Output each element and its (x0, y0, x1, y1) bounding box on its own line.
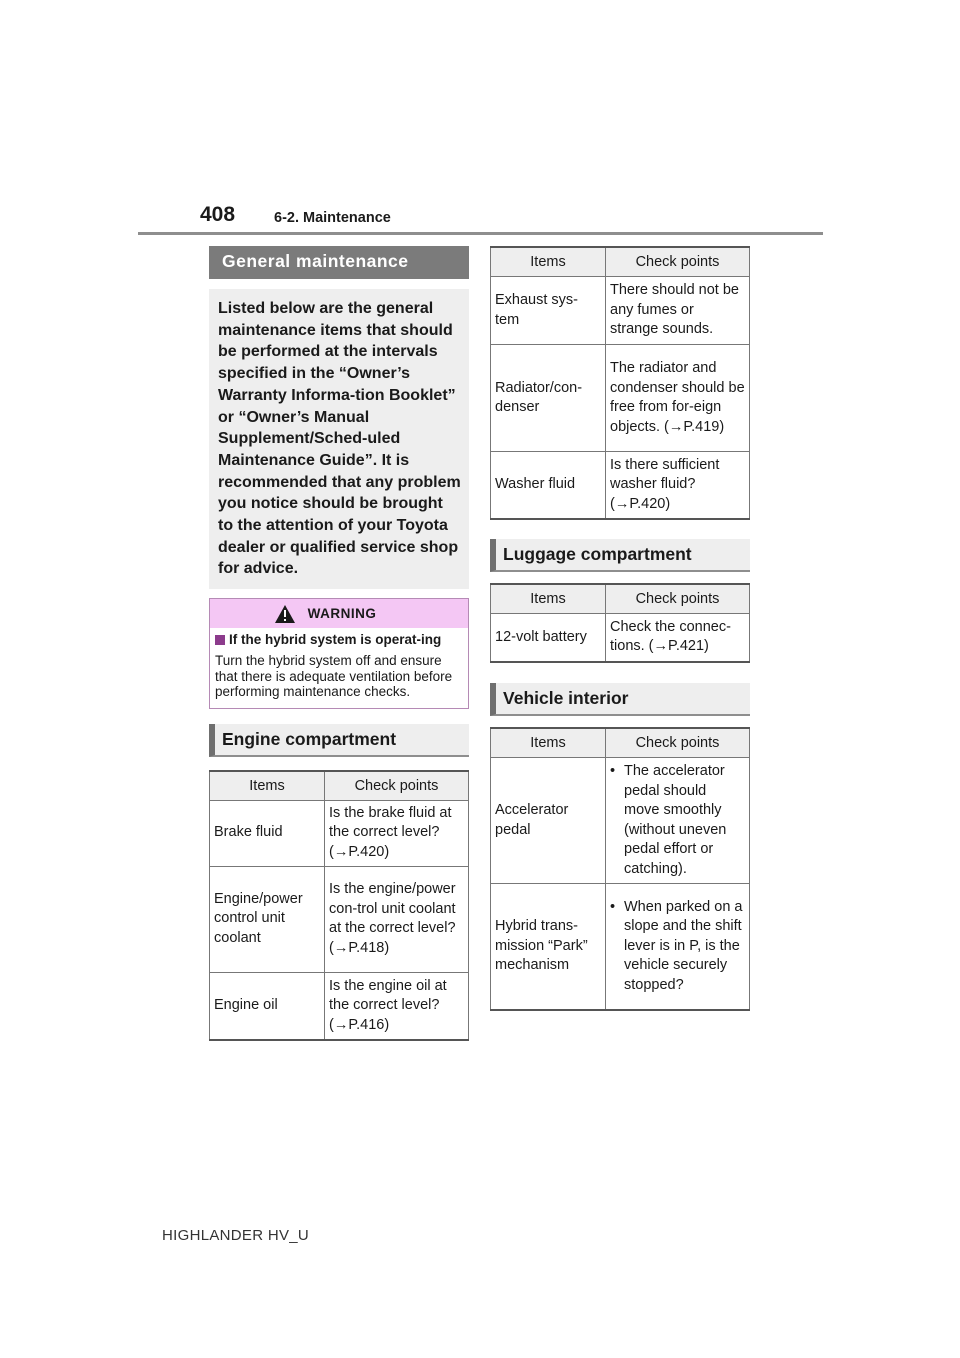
item-cell: Engine oil (210, 972, 325, 1040)
warning-subhead-text: If the hybrid system is operat-ing (229, 632, 442, 648)
warning-subhead (215, 632, 463, 647)
section-title: 6-2. Maintenance (274, 210, 391, 226)
check-cell: Is the engine oil at the correct level? (→P.416) (325, 972, 469, 1040)
check-cell: The radiator and condenser should be free from for-eign objects. (→P.419) (606, 345, 750, 452)
item-cell: Hybrid trans-mission “Park” mechanism (491, 884, 606, 1010)
square-bullet-icon (215, 635, 225, 645)
table-row (210, 866, 469, 972)
check-cell: Is there sufficient washer fluid? (→P.420) (606, 452, 750, 519)
item-cell: Exhaust sys-tem (491, 277, 606, 345)
right-column (490, 246, 750, 1011)
general-maintenance-title: General maintenance (209, 246, 469, 279)
check-cell: Is the brake fluid at the correct level? (→P.420) (325, 800, 469, 866)
bullet-item (610, 898, 745, 996)
item-cell: Washer fluid (491, 452, 606, 519)
warning-triangle-icon (274, 604, 296, 624)
warning-text: Turn the hybrid system off and ensure that there is adequate ventilation before performing maintenance checks. (215, 653, 453, 700)
header-rule (138, 232, 823, 235)
column-header-items: Items (210, 771, 325, 801)
column-header-check-points: Check points (325, 771, 469, 801)
bullet-item (610, 762, 745, 879)
vehicle-interior-heading: Vehicle interior (490, 683, 750, 716)
general-maintenance-intro: Listed below are the general maintenance items that should be performed at the intervals specified in the “Owner’s Warranty Informa-tion Booklet” or “Owner’s Manual Supplement/Sched-uled Maintenance Guide”. It is recommended that any problem you notice should be brought to the attention of your Toyota dealer or qualified service shop for advice. (209, 289, 469, 589)
column-header-items: Items (491, 728, 606, 758)
bullet-mark: • (610, 763, 616, 779)
check-cell (606, 884, 750, 1010)
vehicle-interior-table (490, 727, 750, 1011)
table-row (491, 277, 750, 345)
left-column (209, 246, 469, 1041)
luggage-compartment-heading: Luggage compartment (490, 539, 750, 572)
table-row (491, 758, 750, 884)
table-row (491, 613, 750, 662)
bullet-mark: • (610, 898, 616, 915)
check-cell: Check the connec-tions. (→P.421) (606, 613, 750, 662)
luggage-compartment-table (490, 583, 750, 664)
column-header-check-points: Check points (606, 247, 750, 277)
warning-header (210, 599, 468, 628)
check-cell: There should not be any fumes or strange sounds. (606, 277, 750, 345)
column-header-items: Items (491, 584, 606, 614)
table-row (491, 452, 750, 519)
check-cell: Is the engine/power con-trol unit coolant at the correct level? (→P.418) (325, 866, 469, 972)
table-row (491, 884, 750, 1010)
bullet-text: The accelerator pedal should move smoothly (without uneven pedal effort or catching). (624, 763, 727, 877)
item-cell: Brake fluid (210, 800, 325, 866)
column-header-check-points: Check points (606, 584, 750, 614)
footer-model: HIGHLANDER HV_U (162, 1227, 310, 1244)
warning-body (210, 628, 468, 708)
table-row (491, 345, 750, 452)
table-row (210, 800, 469, 866)
page-number: 408 (200, 203, 236, 226)
engine-compartment-heading: Engine compartment (209, 724, 469, 757)
item-cell: Engine/power control unit coolant (210, 866, 325, 972)
engine-compartment-table-continued (490, 246, 750, 520)
table-row (210, 972, 469, 1040)
item-cell: Radiator/con-denser (491, 345, 606, 452)
item-cell: Accelerator pedal (491, 758, 606, 884)
check-cell (606, 758, 750, 884)
warning-label: WARNING (307, 606, 377, 622)
column-header-items: Items (491, 247, 606, 277)
engine-compartment-table (209, 770, 469, 1042)
column-header-check-points: Check points (606, 728, 750, 758)
bullet-text: When parked on a slope and the shift lever is in P, is the vehicle securely stopped? (624, 898, 743, 993)
item-cell: 12-volt battery (491, 613, 606, 662)
warning-box (209, 598, 469, 709)
